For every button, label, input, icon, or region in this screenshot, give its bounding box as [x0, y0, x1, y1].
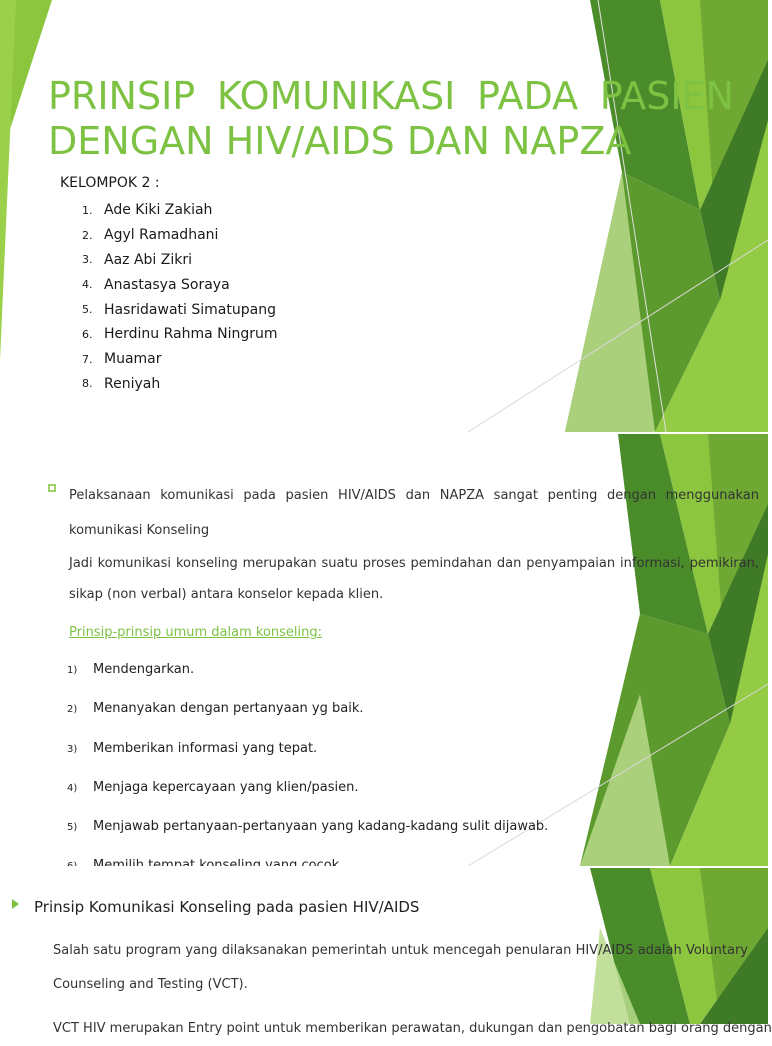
list-item — [82, 248, 278, 273]
list-item — [67, 662, 548, 701]
list-item — [82, 347, 278, 372]
member-name: Ade Kiki Zakiah — [104, 202, 213, 219]
intro-bullet-text: Pelaksanaan komunikasi pada pasien HIV/AIDS dan NAPZA sangat penting dengan menggunakan komunikasi Konseling — [69, 488, 759, 538]
bullet-square-icon — [48, 484, 56, 492]
principle-text: Menjawab pertanyaan-pertanyaan yang kadang-kadang sulit dijawab. — [93, 819, 549, 835]
item-number: 1. — [82, 203, 93, 217]
item-number: 2. — [82, 228, 93, 242]
list-item — [67, 819, 548, 858]
slide-title-text — [48, 74, 734, 164]
item-number: 2) — [67, 704, 78, 716]
principle-text: Memberikan informasi yang tepat. — [93, 740, 318, 756]
slide-principles — [0, 434, 768, 866]
list-item — [82, 198, 278, 223]
list-item — [82, 223, 278, 248]
item-number: 3) — [67, 743, 78, 755]
member-name: Herdinu Rahma Ningrum — [104, 326, 278, 343]
group-label: KELOMPOK 2 : — [60, 175, 160, 191]
item-number: 7. — [82, 352, 93, 366]
principle-text: Menjaga kepercayaan yang klien/pasien. — [93, 779, 359, 795]
member-list — [82, 198, 278, 396]
item-number: 3. — [82, 253, 93, 267]
member-name: Anastasya Soraya — [104, 276, 230, 293]
item-number: 1) — [67, 665, 78, 676]
principles-list — [67, 662, 548, 898]
definition-paragraph: Jadi komunikasi konseling merupakan suatu proses pemindahan dan penyampaian informasi, pemikiran, sikap (non verbal) antara konselor kepada klien. — [69, 556, 759, 602]
list-item — [82, 297, 278, 322]
principle-text: Menanyakan dengan pertanyaan yg baik. — [93, 701, 364, 717]
item-number: 6. — [82, 327, 93, 341]
list-item — [67, 701, 548, 740]
list-item — [67, 741, 548, 780]
item-number: 8. — [82, 377, 93, 391]
item-number: 4) — [67, 782, 78, 794]
list-item — [82, 272, 278, 297]
slide-vct — [0, 868, 772, 1036]
principle-text: Mendengarkan. — [93, 662, 195, 677]
member-name: Reniyah — [104, 375, 161, 392]
member-name: Hasridawati Simatupang — [104, 301, 276, 318]
section-heading: Prinsip Komunikasi Konseling pada pasien HIV/AIDS — [34, 898, 420, 916]
member-name: Muamar — [104, 351, 162, 368]
title-line-1: PRINSIP KOMUNIKASI PADA PASIEN — [48, 74, 734, 118]
list-item — [82, 372, 278, 397]
list-item — [67, 780, 548, 819]
item-number: 5) — [67, 822, 78, 834]
vct-paragraph-2: VCT HIV merupakan Entry point untuk memberikan perawatan, dukungan dan pengobatan bagi orang dengan — [53, 1021, 772, 1036]
title-line-2: DENGAN HIV/AIDS DAN NAPZA — [48, 119, 632, 163]
vct-paragraph: Salah satu program yang dilaksanakan pemerintah untuk mencegah penularan HIV/AIDS adalah Voluntary Counseling and Testing (VCT). — [53, 943, 748, 992]
list-item — [82, 322, 278, 347]
principles-subheading: Prinsip-prinsip umum dalam konseling: — [69, 625, 323, 640]
member-name: Agyl Ramadhani — [104, 227, 219, 244]
item-number: 4. — [82, 278, 93, 292]
slide-title — [0, 0, 768, 432]
bullet-triangle-icon — [12, 899, 19, 909]
member-name: Aaz Abi Zikri — [104, 251, 192, 268]
item-number: 5. — [82, 303, 93, 317]
